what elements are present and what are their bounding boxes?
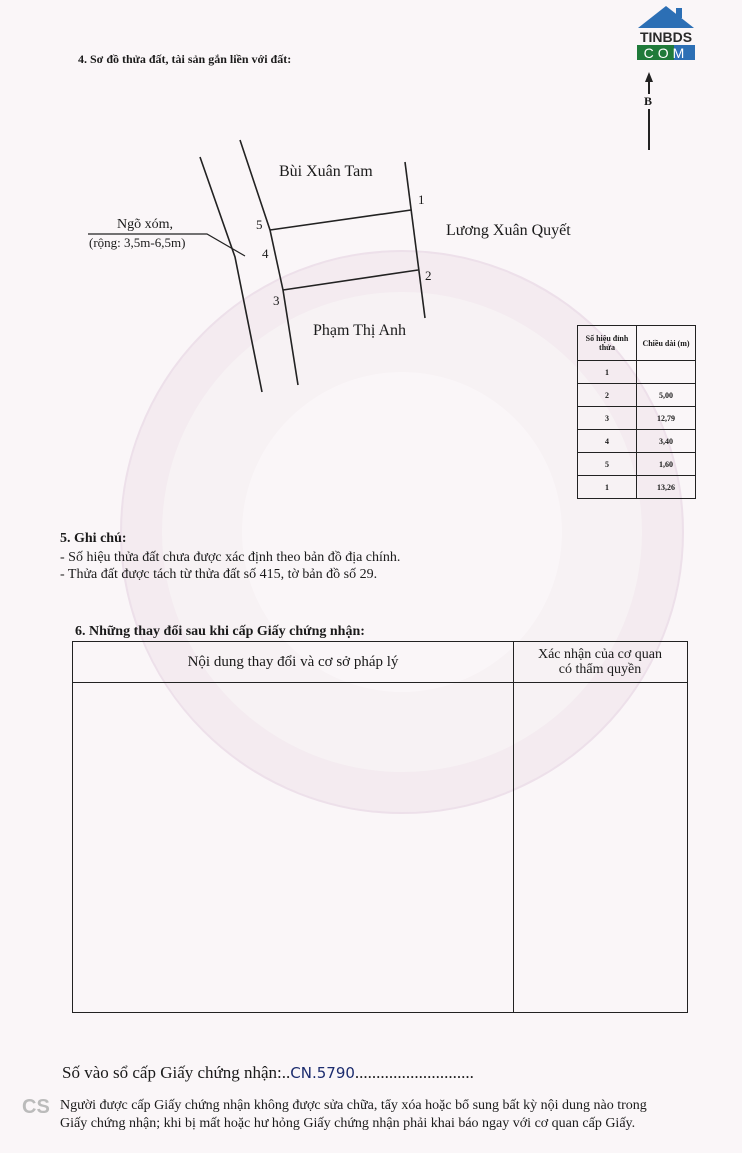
parcel-right-edge — [405, 162, 425, 318]
logo-text-1: TINBDS — [639, 29, 693, 45]
edge-3-2 — [283, 270, 418, 290]
road-width: (rộng: 3,5m-6,5m) — [89, 235, 186, 250]
point-label: 1 — [418, 192, 425, 207]
section5-title: 5. Ghi chú: — [60, 531, 127, 546]
changes-table — [72, 641, 688, 1013]
column-header: Xác nhận của cơ quan có thẩm quyền — [537, 647, 662, 677]
note: - Thửa đất được tách từ thửa đất số 415, tờ bản đồ số 29. — [60, 567, 378, 582]
note: - Số hiệu thửa đất chưa được xác định theo bản đồ địa chính. — [60, 550, 401, 565]
road-left-edge — [200, 157, 262, 392]
neighbor-right: Lương Xuân Quyết — [446, 222, 571, 239]
section6-title: 6. Những thay đổi sau khi cấp Giấy chứng nhận: — [75, 624, 365, 639]
table-row: 4 3,40 — [578, 430, 696, 453]
edge-5-1 — [270, 210, 411, 230]
point-label: 5 — [256, 217, 263, 232]
neighbor-bottom: Phạm Thị Anh — [313, 322, 407, 339]
edge-length-table — [577, 325, 696, 499]
handwritten-number: CN.5790 — [290, 1064, 355, 1082]
logo-text-2: COM — [643, 45, 689, 60]
point-label: 4 — [262, 246, 269, 261]
north-label: B — [644, 94, 653, 108]
neighbor-top: Bùi Xuân Tam — [279, 163, 373, 180]
table-row: 1 — [578, 361, 696, 384]
warning-line: Giấy chứng nhận; khi bị mất hoặc hư hỏng Giấy chứng nhận phải khai báo ngay với cơ quan cấp Giấy. — [60, 1116, 636, 1131]
table-row: 3 12,79 — [578, 407, 696, 430]
warning-line: Người được cấp Giấy chứng nhận không được sửa chữa, tẩy xóa hoặc bổ sung bất kỳ nội dung nào trong — [60, 1098, 647, 1113]
registry-number: Số vào sổ cấp Giấy chứng nhận:..CN.5790............................ — [62, 1063, 474, 1082]
table-row: 1 13,26 — [578, 476, 696, 499]
section4-title: 4. Sơ đồ thửa đất, tài sản gắn liền với đất: — [78, 52, 292, 66]
table-header: Chiều dài (m) — [637, 326, 696, 361]
table-row: 2 5,00 — [578, 384, 696, 407]
point-label: 3 — [273, 293, 280, 308]
column-header: Nội dung thay đổi và cơ sở pháp lý — [187, 654, 399, 670]
watermark: CS — [22, 1096, 50, 1118]
table-header: Số hiệu đỉnh thửa — [578, 326, 637, 361]
point-label: 2 — [425, 268, 432, 283]
road-label: Ngõ xóm, — [117, 217, 173, 232]
table-row: 5 1,60 — [578, 453, 696, 476]
